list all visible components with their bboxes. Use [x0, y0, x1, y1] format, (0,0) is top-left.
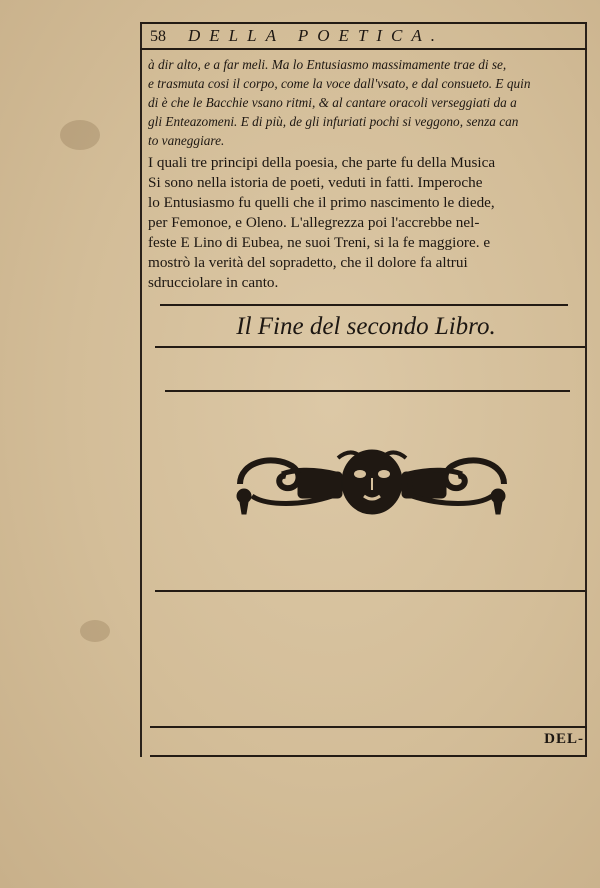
top-rule	[140, 22, 587, 24]
divider-rule	[165, 390, 570, 392]
frame-left-border	[140, 22, 142, 757]
page-number: 58	[150, 28, 166, 45]
paper-stain	[80, 620, 110, 642]
body-text-line: mostrò la verità del sopradetto, che il dolore fa altrui	[148, 254, 468, 271]
bottom-rule	[150, 755, 587, 757]
ornament-headpiece-icon	[232, 444, 512, 524]
book-closing-title: Il Fine del secondo Libro.	[236, 313, 496, 340]
body-text-line: I quali tre principi della poesia, che parte fu della Musica	[148, 154, 496, 171]
italic-text-line: gli Enteazomeni. E di più, de gli infuriati pochi si veggono, senza can	[148, 114, 519, 129]
italic-text-line: e trasmuta cosi il corpo, come la voce dall'vsato, e dal consueto. E quin	[148, 76, 531, 91]
italic-text-line: to vaneggiare.	[148, 133, 225, 148]
running-title: DELLA POETICA.	[188, 26, 445, 45]
header-rule	[140, 48, 587, 50]
divider-rule	[155, 590, 585, 592]
body-text-line: sdrucciolare in canto.	[148, 274, 279, 291]
paper-stain	[60, 120, 100, 150]
running-header	[150, 26, 580, 48]
body-text-line: per Femonoe, e Oleno. L'allegrezza poi l'accrebbe nel-	[148, 214, 480, 231]
body-text-line: Si sono nella istoria de poeti, veduti in fatti. Imperoche	[148, 174, 483, 191]
catchword: DEL-	[544, 731, 584, 747]
italic-text-line: di è che le Bacchie vsano ritmi, & al cantare oracoli verseggiati da a	[148, 95, 517, 110]
body-text-line: feste E Lino di Eubea, ne suoi Treni, si la fe maggiore. e	[148, 234, 491, 251]
frame-right-border	[585, 22, 587, 757]
divider-rule	[155, 346, 585, 348]
bottom-rule	[150, 726, 587, 728]
divider-rule	[160, 304, 568, 306]
body-text-line: lo Entusiasmo fu quelli che il primo nascimento le diede,	[148, 194, 495, 211]
italic-text-line: à dir alto, e a far meli. Ma lo Entusiasmo massimamente trae di se,	[148, 57, 507, 72]
